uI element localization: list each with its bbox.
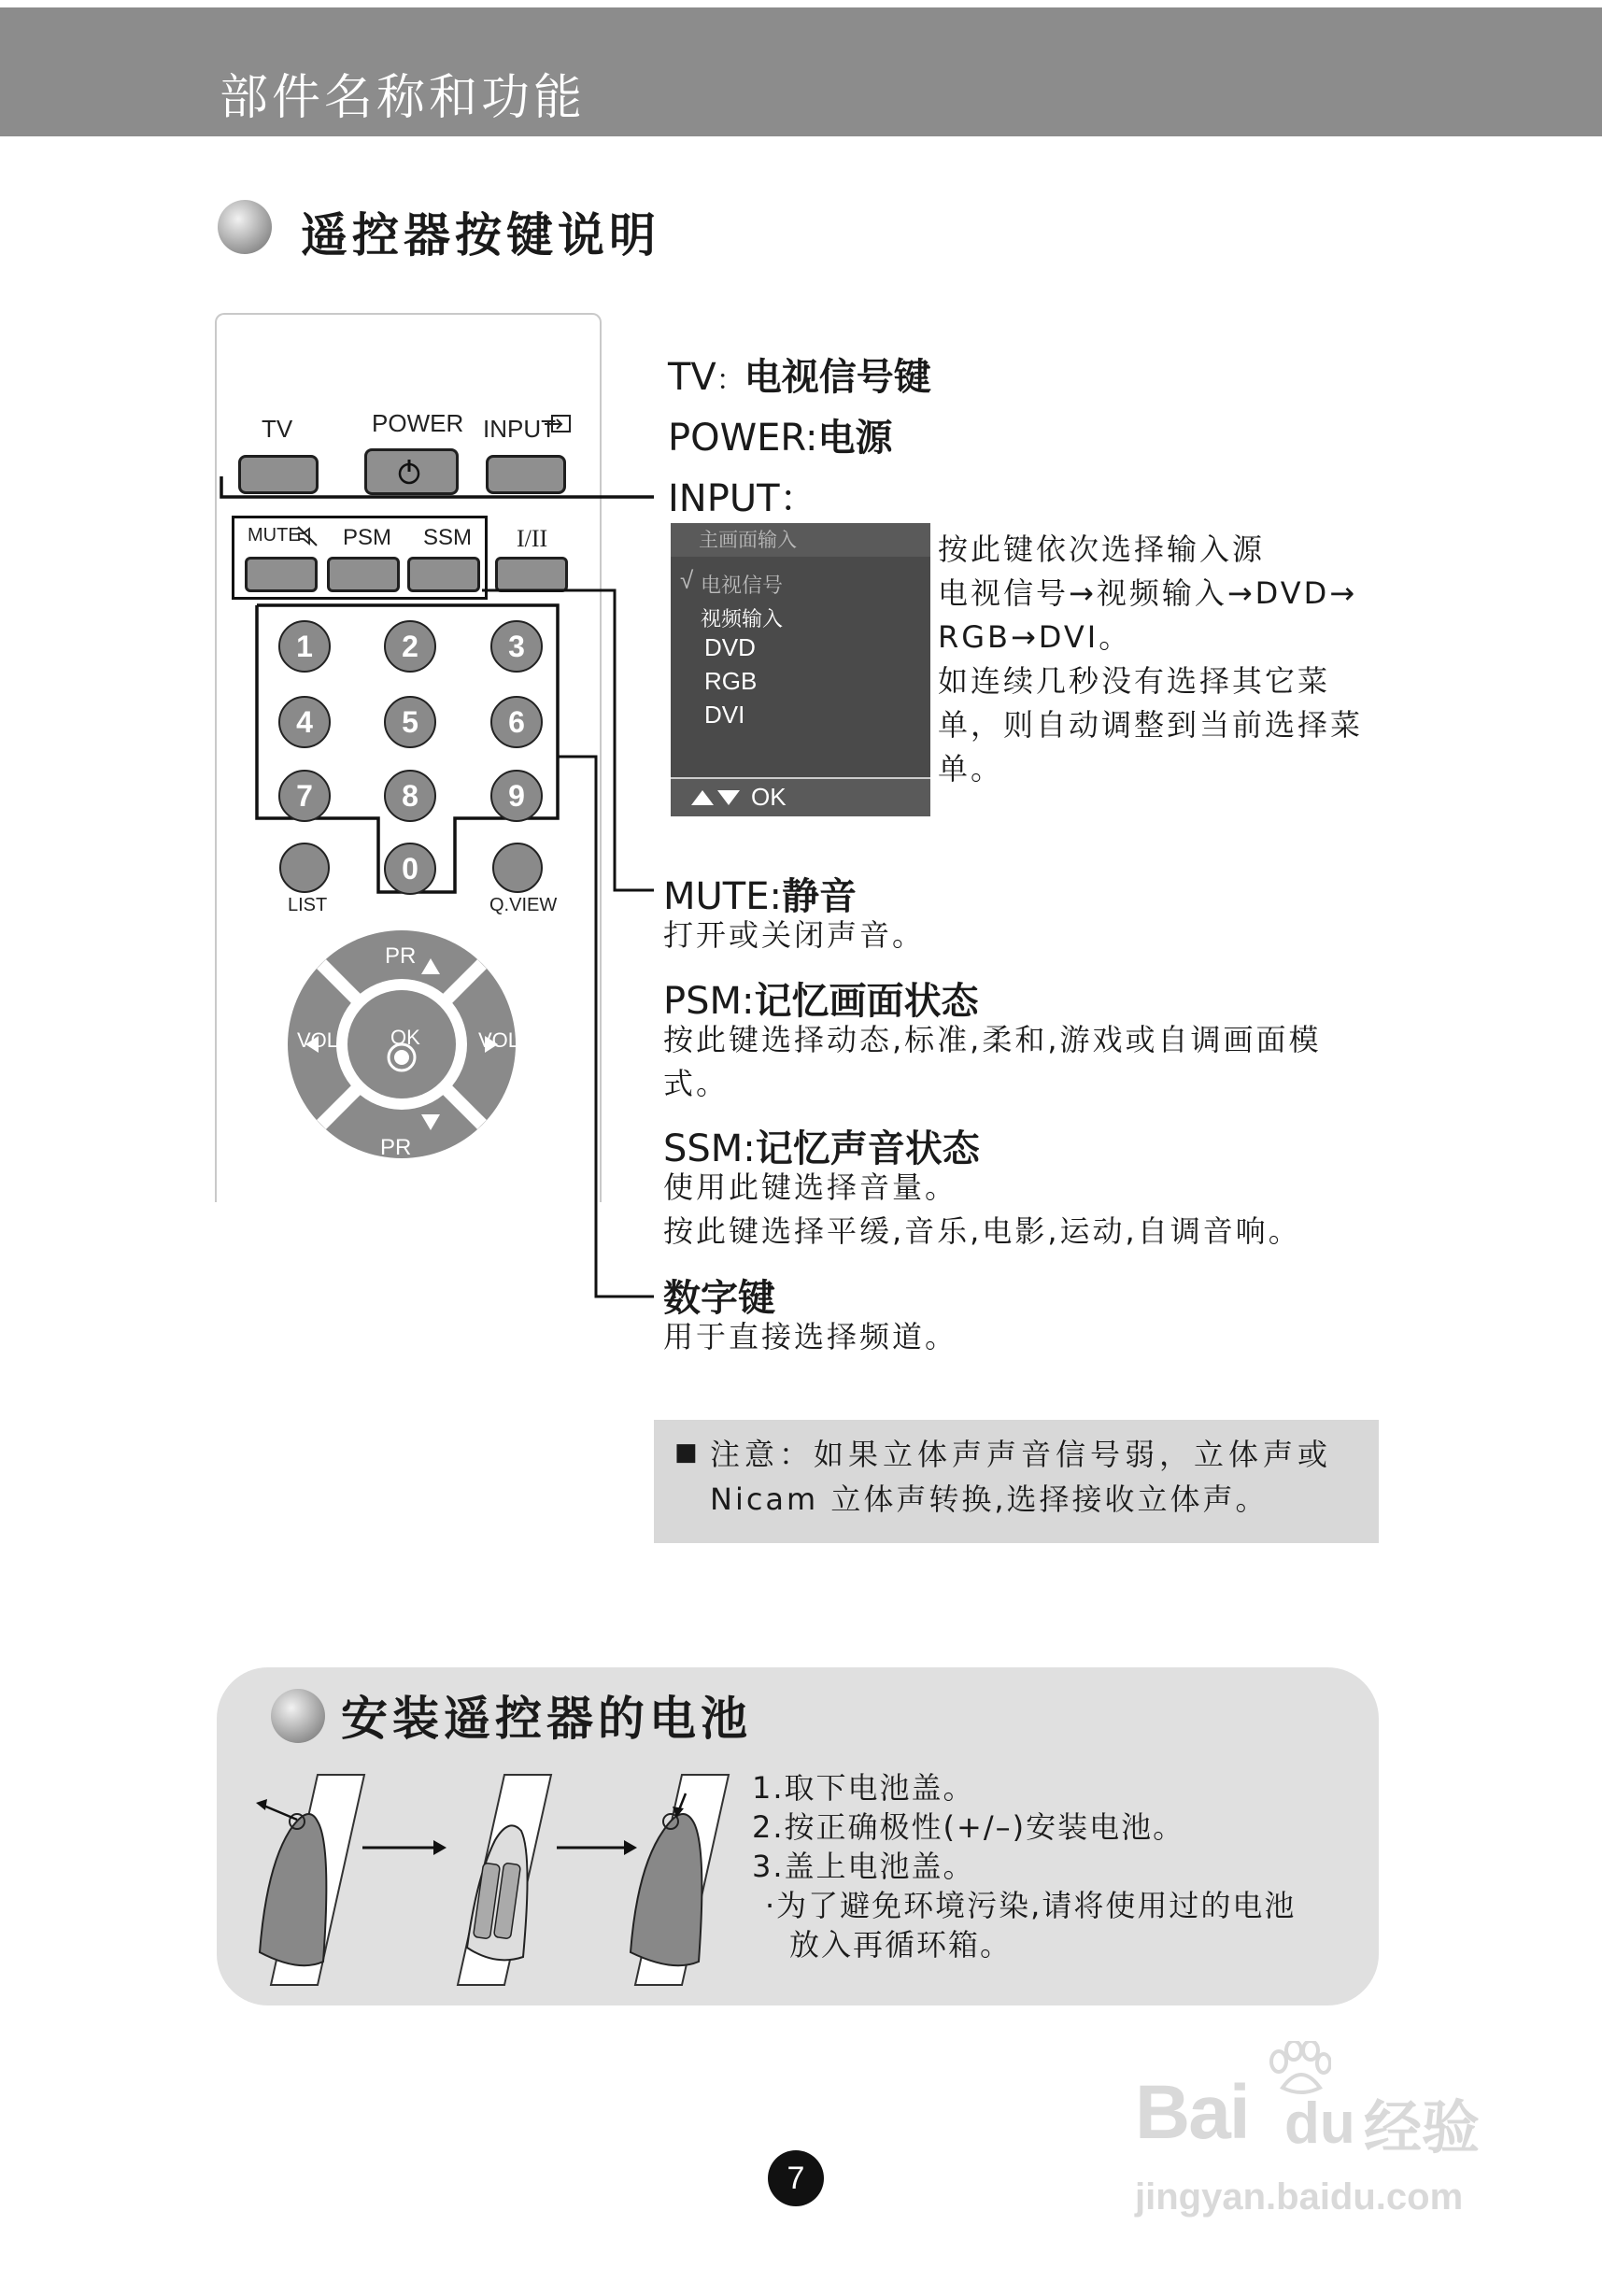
remote-label-pr-up: PR [385,943,417,969]
input-source-icon [544,413,572,435]
key-term-input: INPUT： [668,477,817,520]
watermark-url: jingyan.baidu.com [1135,2176,1464,2218]
input-desc-line: 如连续几秒没有选择其它菜 [938,663,1331,699]
input-menu-item-dvd: DVD [704,633,756,661]
remote-label-vol-right: VOL [478,1028,520,1052]
remote-label-vol-left: VOL [297,1028,339,1052]
note-box [654,1420,1379,1543]
remote-label-pr-down: PR [380,1135,412,1160]
number-key-3: 3 [490,620,543,673]
key-term-ssm: SSM:记忆声音状态 [663,1127,980,1170]
key-term-power: POWER:电源 [668,417,893,460]
psm-button [327,557,400,592]
watermark-du: du [1284,2091,1355,2156]
key-term-tv: TV：电视信号键 [668,356,931,399]
input-menu-item-tv: 电视信号 [701,574,784,597]
section-title-battery: 安装遥控器的电池 [341,1692,752,1746]
list-button [279,843,330,893]
mute-description: 打开或关闭声音。 [663,917,926,953]
dual-audio-button [495,557,568,592]
input-menu-item-rgb: RGB [704,667,758,695]
ssm-button [407,557,480,592]
input-desc-line: 电视信号→视频输入→DVD→ [938,575,1358,611]
number-key-6: 6 [490,696,543,748]
input-source-menu [671,523,930,815]
remote-label-psm: PSM [343,525,392,550]
input-desc-line: RGB→DVI。 [938,619,1132,655]
section-bullet-icon [218,200,272,254]
note-line-1: 注意：如果立体声声音信号弱，立体声或 [710,1437,1333,1472]
remote-label-power: POWER [372,409,464,437]
input-desc-line: 单。 [938,751,1004,787]
key-term-number: 数字键 [663,1277,775,1320]
number-key-7: 7 [278,770,331,822]
number-key-0: 0 [384,843,436,895]
input-button [486,455,566,494]
number-key-5: 5 [384,696,436,748]
mute-button [245,557,318,592]
qview-button [492,843,543,893]
power-button [364,448,459,495]
input-menu-footer [671,777,930,816]
ssm-description [663,1166,1301,1254]
remote-label-list: LIST [288,895,328,915]
number-key-2: 2 [384,620,436,673]
page-number: 7 [768,2150,824,2206]
page-header-title: 部件名称和功能 [220,70,587,126]
note-line-2: Nicam 立体声转换,选择接收立体声。 [710,1481,1269,1517]
battery-steps-text [752,1768,1296,1964]
input-menu-title: 主画面输入 [671,523,930,557]
number-key-1: 1 [278,620,331,673]
battery-step-note-2: 放入再循环箱。 [789,1927,1013,1963]
number-key-9: 9 [490,770,543,822]
remote-label-ok: OK [390,1026,420,1049]
key-term-psm: PSM:记忆画面状态 [663,980,979,1023]
input-desc-line: 单，则自动调整到当前选择菜 [938,707,1364,743]
battery-step-2: 2.按正确极性(+/–)安装电池。 [752,1809,1185,1845]
input-menu-item-video: 视频输入 [701,607,784,631]
paw-icon [1266,2041,1331,2097]
input-menu-item-dvi: DVI [704,701,745,729]
ssm-desc-line: 按此键选择平缓,音乐,电影,运动,自调音响。 [663,1213,1301,1249]
battery-step-3: 3.盖上电池盖。 [752,1849,975,1884]
watermark-brand: Bai [1135,2070,1249,2155]
battery-steps-illustration [243,1765,766,1990]
psm-desc-line: 式。 [663,1066,730,1101]
ssm-desc-line: 使用此键选择音量。 [663,1169,958,1205]
watermark-cn: 经验 [1364,2096,1481,2161]
key-term-mute: MUTE:静音 [663,875,857,918]
tv-button [238,455,319,494]
section-title-remote-keys: 遥控器按键说明 [301,208,660,262]
remote-label-input: INPUT [483,415,556,443]
number-key-8: 8 [384,770,436,822]
mute-icon [297,526,318,546]
battery-step-1: 1.取下电池盖。 [752,1770,975,1806]
note-bullet-icon: ■ [674,1439,698,1467]
remote-label-ssm: SSM [423,525,473,550]
input-menu-ok: OK [751,783,787,811]
psm-description [663,1018,1322,1106]
section-bullet-icon [271,1689,325,1743]
remote-label-tv: TV [262,415,293,443]
input-menu-checkmark-icon: √ [680,566,694,594]
battery-step-note-1: ·为了避免环境污染,请将使用过的电池 [765,1888,1297,1923]
number-key-4: 4 [278,696,331,748]
number-description: 用于直接选择频道。 [663,1319,958,1354]
remote-label-mute: MUTE [248,525,301,546]
input-desc-line: 按此键依次选择输入源 [938,531,1266,567]
remote-label-qview: Q.VIEW [489,895,558,915]
remote-label-dual-audio: I/II [517,525,548,552]
psm-desc-line: 按此键选择动态,标准,柔和,游戏或自调画面模 [663,1022,1322,1057]
up-down-arrows-icon [689,788,742,807]
input-key-description [938,528,1386,791]
